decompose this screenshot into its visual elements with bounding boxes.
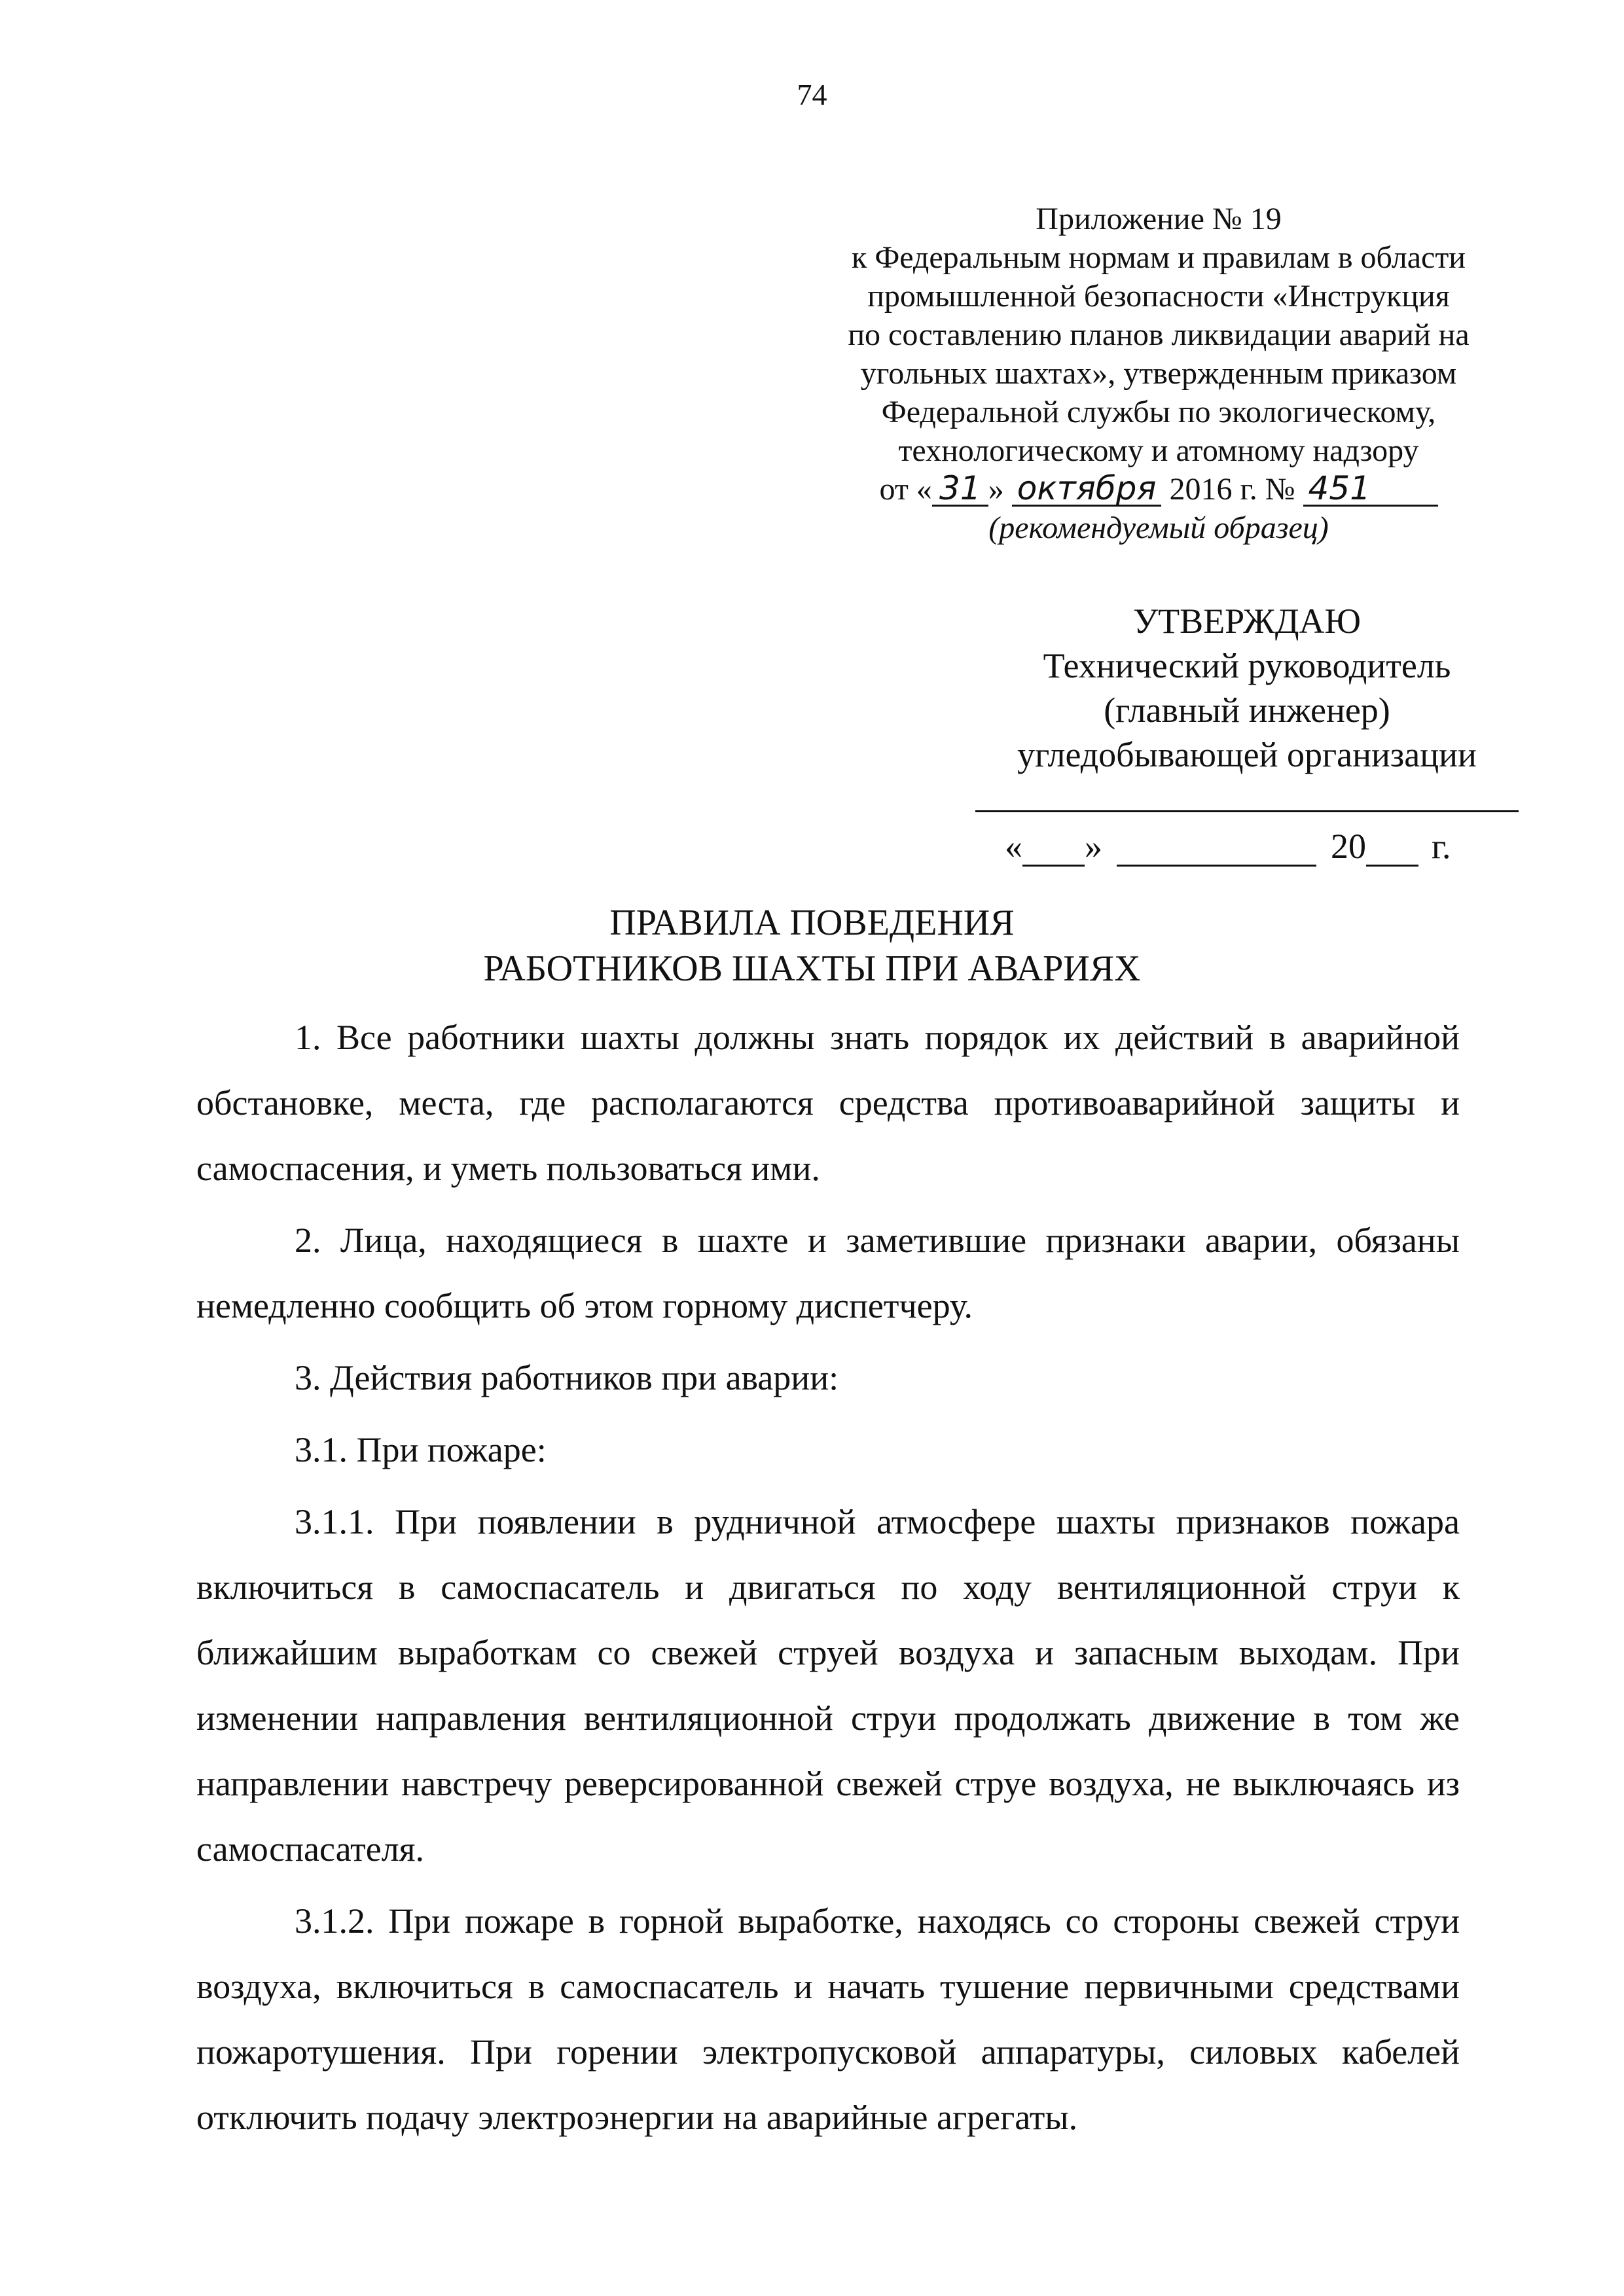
handwritten-month: октября [1012, 472, 1162, 507]
approval-line: (главный инженер) [1104, 691, 1390, 730]
page-number: 74 [797, 78, 827, 111]
title-line-2: РАБОТНИКОВ ШАХТЫ ПРИ АВАРИЯХ [483, 948, 1141, 989]
appendix-line: по составлению планов ликвидации аварий на [848, 317, 1470, 352]
paragraph-3: 3. Действия работников при аварии: [295, 1358, 839, 1397]
year-blank [1366, 831, 1418, 867]
handwritten-order-number: 451 [1303, 472, 1438, 507]
title-line-1: ПРАВИЛА ПОВЕДЕНИЯ [609, 903, 1015, 943]
approval-heading: УТВЕРЖДАЮ [1132, 601, 1362, 641]
date-year: 2016 г. № [1169, 472, 1295, 507]
handwritten-day: 31 [932, 472, 988, 507]
appendix-header [785, 200, 1532, 547]
document-body [196, 1005, 1460, 2157]
month-blank [1117, 831, 1316, 867]
date-open-quote: « [1005, 827, 1022, 866]
appendix-line: к Федеральным нормам и правилам в области [852, 240, 1466, 275]
paragraph-3-1-2: 3.1.2. При пожаре в горной выработке, находясь со стороны свежей струи воздуха, включиться в самоспасатель и начать тушение первичными средствами пожаротушения. При горении электропусковой аппаратуры, силовых кабелей отключить подачу электроэнергии на аварийные агрегаты. [196, 1901, 1460, 2137]
approval-line: угледобывающей организации [1017, 735, 1477, 774]
approval-date-fill [975, 826, 1519, 867]
appendix-line: Приложение № 19 [1036, 202, 1282, 236]
day-blank [1022, 831, 1085, 867]
date-quote-close: » [988, 472, 1004, 507]
approval-block [975, 599, 1519, 777]
year-prefix: 20 [1331, 827, 1366, 866]
date-close-quote: » [1085, 827, 1102, 866]
signature-line [975, 810, 1519, 812]
order-date-line [785, 470, 1532, 509]
year-suffix: г. [1432, 827, 1451, 866]
paragraph-1: 1. Все работники шахты должны знать порядок их действий в аварийной обстановке, места, где располагаются средства противоаварийной защиты и самоспасения, и уметь пользоваться ими. [196, 1018, 1460, 1188]
appendix-line: технологическому и атомному надзору [898, 433, 1419, 468]
appendix-line: Федеральной службы по экологическому, [881, 395, 1436, 429]
paragraph-2: 2. Лица, находящиеся в шахте и заметившие признаки аварии, обязаны немедленно сообщить об этом горному диспетчеру. [196, 1221, 1460, 1325]
date-prefix: от « [879, 472, 932, 507]
sample-note: (рекомендуемый образец) [988, 511, 1329, 545]
paragraph-3-1-1: 3.1.1. При появлении в рудничной атмосфере шахты признаков пожара включиться в самоспасатель и двигаться по ходу вентиляционной струи к ближайшим выработкам со свежей струей воздуха и запасным выходам. При изменении направления вентиляционной струи продолжать движение в том же направлении навстречу реверсированной свежей струе воздуха, не выключаясь из самоспасателя. [196, 1502, 1460, 1869]
paragraph-3-1: 3.1. При пожаре: [295, 1430, 547, 1469]
appendix-line: угольных шахтах», утвержденным приказом [860, 356, 1457, 391]
approval-line: Технический руководитель [1043, 646, 1451, 685]
document-title [0, 900, 1624, 992]
appendix-line: промышленной безопасности «Инструкция [867, 279, 1450, 314]
